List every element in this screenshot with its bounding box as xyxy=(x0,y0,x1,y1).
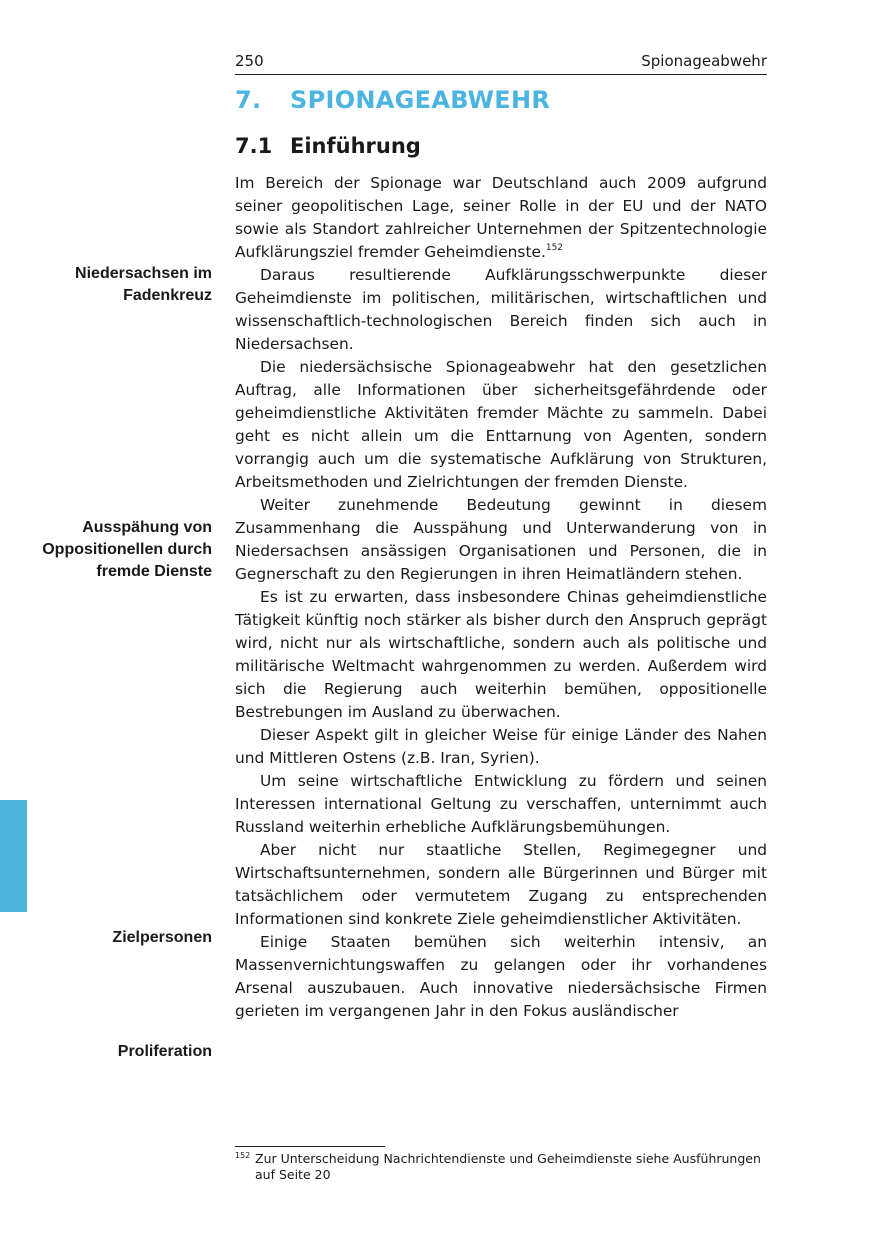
running-title: Spionageabwehr xyxy=(641,52,767,70)
margin-note-ausspaehung: Ausspähung von Oppositionellen durch fremde Dienste xyxy=(42,519,212,580)
paragraph: Dieser Aspekt gilt in gleicher Weise für einige Länder des Nahen und Mittleren Ostens (z.B. Iran, Syrien). xyxy=(235,726,767,767)
margin-note-niedersachsen: Niedersachsen im Fadenkreuz xyxy=(75,265,212,304)
section-number: 7.1 xyxy=(235,134,273,158)
chapter-heading xyxy=(235,86,550,114)
paragraph: Aber nicht nur staatliche Stellen, Regimegegner und Wirtschaftsunternehmen, sondern alle Bürgerinnen und Bürger mit tatsächlichem oder vermutetem Zugang zu entsprechenden Informationen sind konkrete Ziele geheimdienstlicher Aktivitäten. xyxy=(235,841,767,928)
margin-note-zielpersonen: Zielpersonen xyxy=(112,929,212,946)
paragraph: Weiter zunehmende Bedeutung gewinnt in diesem Zusammenhang die Ausspähung und Unterwanderung von in Niedersachsen ansässigen Organisationen und Personen, die in Gegnerschaft zu den Regierungen in ihren Heimatländern stehen. xyxy=(235,496,767,583)
chapter-number: 7. xyxy=(235,86,262,114)
chapter-thumb-tab xyxy=(0,800,27,912)
footnote-divider xyxy=(235,1146,385,1147)
page-number: 250 xyxy=(235,52,264,70)
footnote-number: 152 xyxy=(235,1151,251,1160)
paragraph: Einige Staaten bemühen sich weiterhin intensiv, an Massenvernichtungswaffen zu gelangen oder ihr vorhandenes Arsenal auszubauen. Auch innovative niedersächsische Firmen gerieten im vergangenen Jahr in den Fokus ausländischer xyxy=(235,933,767,1020)
paragraph: Es ist zu erwarten, dass insbesondere Chinas geheimdienstliche Tätigkeit künftig noch stärker als bisher durch den Anspruch geprägt wird, nicht nur als wirtschaftliche, sondern auch als politische und militärische Weltmacht wahrgenommen zu werden. Außerdem wird sich die Regierung auch weiterhin bemühen, oppositionelle Bestrebungen im Ausland zu überwachen. xyxy=(235,588,767,721)
section-heading xyxy=(235,134,421,158)
paragraph: Die niedersächsische Spionageabwehr hat den gesetzlichen Auftrag, alle Informationen über sicherheitsgefährdende oder geheimdienstliche Aktivitäten fremder Mächte zu sammeln. Dabei geht es nicht allein um die Enttarnung von Agenten, sondern vorrangig auch um die systematische Aufklärung von Strukturen, Arbeitsmethoden und Zielrichtungen der fremden Dienste. xyxy=(235,358,767,491)
footnote xyxy=(235,1151,767,1183)
paragraph: Daraus resultierende Aufklärungsschwerpunkte dieser Geheimdienste im politischen, militärischen, wirtschaftlichen und wissenschaftlich-technologischen Bereich finden sich auch in Niedersachsen. xyxy=(235,266,767,353)
margin-note-proliferation: Proliferation xyxy=(117,1043,212,1060)
page-header xyxy=(235,52,767,75)
paragraph: Um seine wirtschaftliche Entwicklung zu fördern und seinen Interessen international Geltung zu verschaffen, unternimmt auch Russland weiterhin erhebliche Aufklärungsbemühungen. xyxy=(235,772,767,836)
footnote-reference[interactable]: 152 xyxy=(545,243,564,253)
chapter-title: SPIONAGEABWEHR xyxy=(290,86,551,114)
paragraph: Im Bereich der Spionage war Deutschland auch 2009 aufgrund seiner geopolitischen Lage, seiner Rolle in der EU und der NATO sowie als Standort zahlreicher Unternehmen der Spitzentechnologie Aufklärungsziel fremder Geheimdienste.$^{152}$ xyxy=(235,174,767,261)
section-title: Einführung xyxy=(290,134,421,158)
body-text xyxy=(235,172,767,1023)
footnote-text: Zur Unterscheidung Nachrichtendienste und Geheimdienste siehe Ausführungen auf Seite 20 xyxy=(255,1151,761,1182)
